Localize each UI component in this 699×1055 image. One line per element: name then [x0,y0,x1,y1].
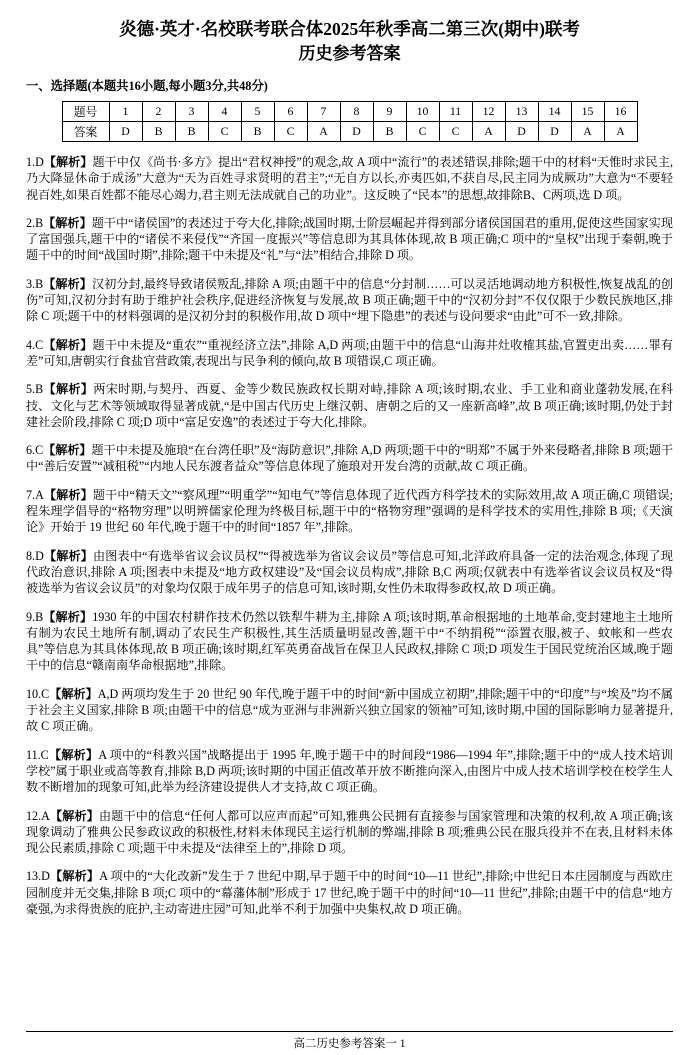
item-text: 汉初分封,最终导致诸侯叛乱,排除 A 项;由题干中的信息“分封制……可以灵活地调动地方积极性,恢复战乱的创伤”可知,汉初分封有助于维护社会秩序,促进经济恢复与发展,故 B 项正确;题干中的“汉初分封”不仅仅限于少数民族地区,排除 C 项;题干中的材料强调的是汉初分封的积极作用,故 D 项中“埋下隐患”的表述与设问要求“由此”可不一致,排除。 [26,276,674,324]
item-label: 【解析】 [43,337,93,352]
item-text: 题干中未提及“重农”“重视经济立法”,排除 A,D 两项;由题干中的信息“山海井灶收榷其盐,官置吏出卖……罪有差”可知,唐朝实行食盐官营政策,表现出与民争利的倾向,故 B 项错误,C 项正确。 [26,337,673,368]
row-label-question: 题号 [62,101,109,121]
explanation-list [26,154,673,917]
answer-table [62,101,638,142]
page-footer: 高二历史参考答案一 1 [26,1031,673,1051]
item-label: 【解析】 [43,487,93,502]
list-item [26,487,673,536]
table-cell: 16 [604,101,637,121]
table-cell: 3 [175,101,208,121]
item-text: 题干中仅《尚书·多方》提出“君权神授”的观念,故 A 项中“流行”的表述错误,排除;题干中的材料“天惟时求民主,乃大降显休命于成汤”大意为“天为百姓寻求贤明的君主”;“无自方以长,亦夷匹如,不获自尽,民主同为成厥功”大意为“不要轻视百姓,如果百姓都不能尽心竭力,君主则无法成就自己的功业”。这反映了“民本”的思想,故排除B、C两项,选 D 项。 [26,154,673,202]
table-cell: D [505,121,538,141]
item-label: 【解析】 [49,808,99,823]
item-number: 4.C [26,337,44,352]
table-cell: 5 [241,101,274,121]
table-cell: 1 [109,101,142,121]
table-cell: A [307,121,340,141]
table-cell: A [604,121,637,141]
table-cell: A [472,121,505,141]
table-cell: 4 [208,101,241,121]
item-text: 题干中未提及施琅“在台湾任职”及“海防意识”,排除 A,D 两项;题干中的“明郑”不属于外来侵略者,排除 B 项;题干中“善后安置”“减租税”“内地人民东渡者益众”等信息体现了施琅对开发台湾的贡献,故 C 项正确。 [26,443,674,474]
list-item [26,548,673,597]
table-cell: 6 [274,101,307,121]
item-label: 【解析】 [49,686,98,701]
table-cell: 2 [142,101,175,121]
table-cell: D [109,121,142,141]
table-cell: 11 [439,101,472,121]
item-label: 【解析】 [43,154,93,169]
list-item [26,747,673,796]
item-text: A 项中的“大化改新”发生于 7 世纪中期,早于题干中的时间“10—11 世纪”,排除;中世纪日本庄园制度与西欧庄园制度并无交集,排除 B 项;C 项中的“幕藩体制”形成于 17 世纪,晚于题干中的时间“10—11 世纪”,排除;由题干中的信息“地方豪强,为求得贵族的庇护,主动寄进庄园”可知,此举不利于加强中央集权,故 D 项正确。 [26,869,673,916]
table-cell: 12 [472,101,505,121]
item-label: 【解析】 [43,548,94,563]
table-cell: 15 [571,101,604,121]
item-text: A 项中的“科教兴国”战略提出于 1995 年,晚于题干中的时间段“1986—1994 年”,排除;题干中的“成人技术培训学校”属于职业或高等教育,排除 B,D 两项;该时期的中国正值改革开放不断推向深入,由图片中成人技术培训学校在校学生人数不断增加的现象可知,此举为经济建设提供人才支持,故 C 项正确。 [26,747,673,795]
item-number: 2.B [26,215,44,230]
item-number: 3.B [26,276,44,291]
list-item [26,686,673,735]
table-cell: B [175,121,208,141]
item-text: 1930 年的中国农村耕作技术仍然以铁犁牛耕为主,排除 A 项;该时期,革命根据地的土地革命,变封建地主土地所有制为农民土地所有制,调动了农民生产积极性,其生活质量明显改善,题干中“不纳捐税”“添置衣服,被子、蚊帐和一些农具”等信息为其具体体现,故 B 项正确;该时期,红军英勇奋战旨在保卫人民政权,排除 C 项;D 项发生于国民党统治区域,晚于题干中的信息“赣南南华命根据地”,排除。 [26,609,673,673]
section-heading: 一、选择题(本题共16小题,每小题3分,共48分) [26,78,268,93]
list-item [26,868,673,917]
table-cell: C [406,121,439,141]
table-cell: D [340,121,373,141]
list-item [26,808,673,857]
table-cell: C [439,121,472,141]
item-label: 【解析】 [43,443,92,458]
item-number: 7.A [26,487,44,502]
item-number: 5.B [26,382,44,397]
page-title: 炎德·英才·名校联考联合体2025年秋季高二第三次(期中)联考 [119,19,580,39]
item-text: 两宋时期,与契丹、西夏、金等少数民族政权长期对峙,排除 A 项;该时期,农业、手工业和商业蓬勃发展,在科技、文化与艺术等领域取得显著成就,“是中国古代历史上继汉朝、唐朝之后的又一座新高峰”,故 B 项正确;该时期,仍处于封建社会阶段,排除 C 项;D 项中“富足安逸”的表述过于夸大化,排除。 [26,382,673,429]
item-label: 【解析】 [43,382,94,397]
item-number: 1.D [26,154,44,169]
table-row-numbers [62,101,637,121]
list-item [26,442,673,475]
item-number: 8.D [26,548,44,563]
table-cell: 9 [373,101,406,121]
table-cell: 8 [340,101,373,121]
table-cell: C [208,121,241,141]
item-text: 题干中“精天文”“察风理”“明重学”“知电气”等信息体现了近代西方科学技术的实际效用,故 A 项正确,C 项错误;程朱理学倡导的“格物穷理”以明辨儒家伦理为终极目标,题干中的“格物穷理”强调的是科学技术的实用性,排除 B 项;《天演论》开始于 19 世纪 60 年代,晚于题干中的时间“1857 年”,排除。 [26,487,673,535]
table-cell: B [241,121,274,141]
table-cell: 14 [538,101,571,121]
item-label: 【解析】 [43,609,93,624]
item-number: 13.D [26,869,50,884]
item-text: A,D 两项均发生于 20 世纪 90 年代,晚于题干中的时间“新中国成立初期”,排除;题干中的“印度”与“埃及”均不属于社会主义国家,排除 B 项;由题干中的信息“成为亚洲与非洲新兴独立国家的领袖”可知,该时期,中国的国际影响力显著提升,故 C 项正确。 [26,686,673,734]
list-item [26,337,673,370]
table-cell: D [538,121,571,141]
item-number: 9.B [26,609,44,624]
list-item [26,609,673,674]
item-label: 【解析】 [43,215,92,230]
list-item [26,276,673,325]
item-label: 【解析】 [43,276,93,291]
table-cell: B [373,121,406,141]
table-cell: 10 [406,101,439,121]
list-item [26,154,673,203]
item-label: 【解析】 [49,869,100,884]
table-row-answers [62,121,637,141]
table-cell: A [571,121,604,141]
item-text: 由图表中“有选举省议会议员权”“得被选举为省议会议员”等信息可知,北洋政府具备一定的法治观念,体现了现代政治意识,排除 A 项;图表中未提及“地方政权建设”及“国会议员构成”,排除 B,C 两项;仅就表中有选举省议会议员权及“得被选举为省议会议员”的对象均仅限于成年男子的信息可知,该时期,女性仍未取得参政权,故 D 项正确。 [26,548,673,596]
list-item [26,381,673,430]
table-cell: C [274,121,307,141]
list-item [26,215,673,264]
row-label-answer: 答案 [62,121,109,141]
item-text: 题干中“诸侯国”的表述过于夸大化,排除;战国时期,士阶层崛起并得到部分诸侯国国君的重用,促使这些国家实现了富国强兵,题干中的“诸侯不来侵伐”“齐国一度振兴”等信息即为其具体体现,故 B 项正确;C 项中的“皇权”出现于秦朝,晚于题干中的时间“战国时期”,排除;题干中未提及“礼”与“法”相结合,排除 D 项。 [26,215,673,263]
item-number: 11.C [26,747,49,762]
item-number: 12.A [26,808,50,823]
page-subtitle: 历史参考答案 [298,43,401,63]
table-cell: 7 [307,101,340,121]
table-cell: 13 [505,101,538,121]
item-number: 10.C [26,686,50,701]
item-number: 6.C [26,443,44,458]
item-label: 【解析】 [48,747,99,762]
item-text: 由题干中的信息“任何人都可以应声而起”可知,雅典公民拥有直接参与国家管理和决策的权利,故 A 项正确;该现象调动了雅典公民参政议政的积极性,材料未体现民主运行机制的弊端,排除 B 项;雅典公民在服兵役并不在表,且材料未体现公民素质,排除 C 项;题干中未提及“法律至上的”,排除 D 项。 [26,808,673,856]
table-cell: B [142,121,175,141]
